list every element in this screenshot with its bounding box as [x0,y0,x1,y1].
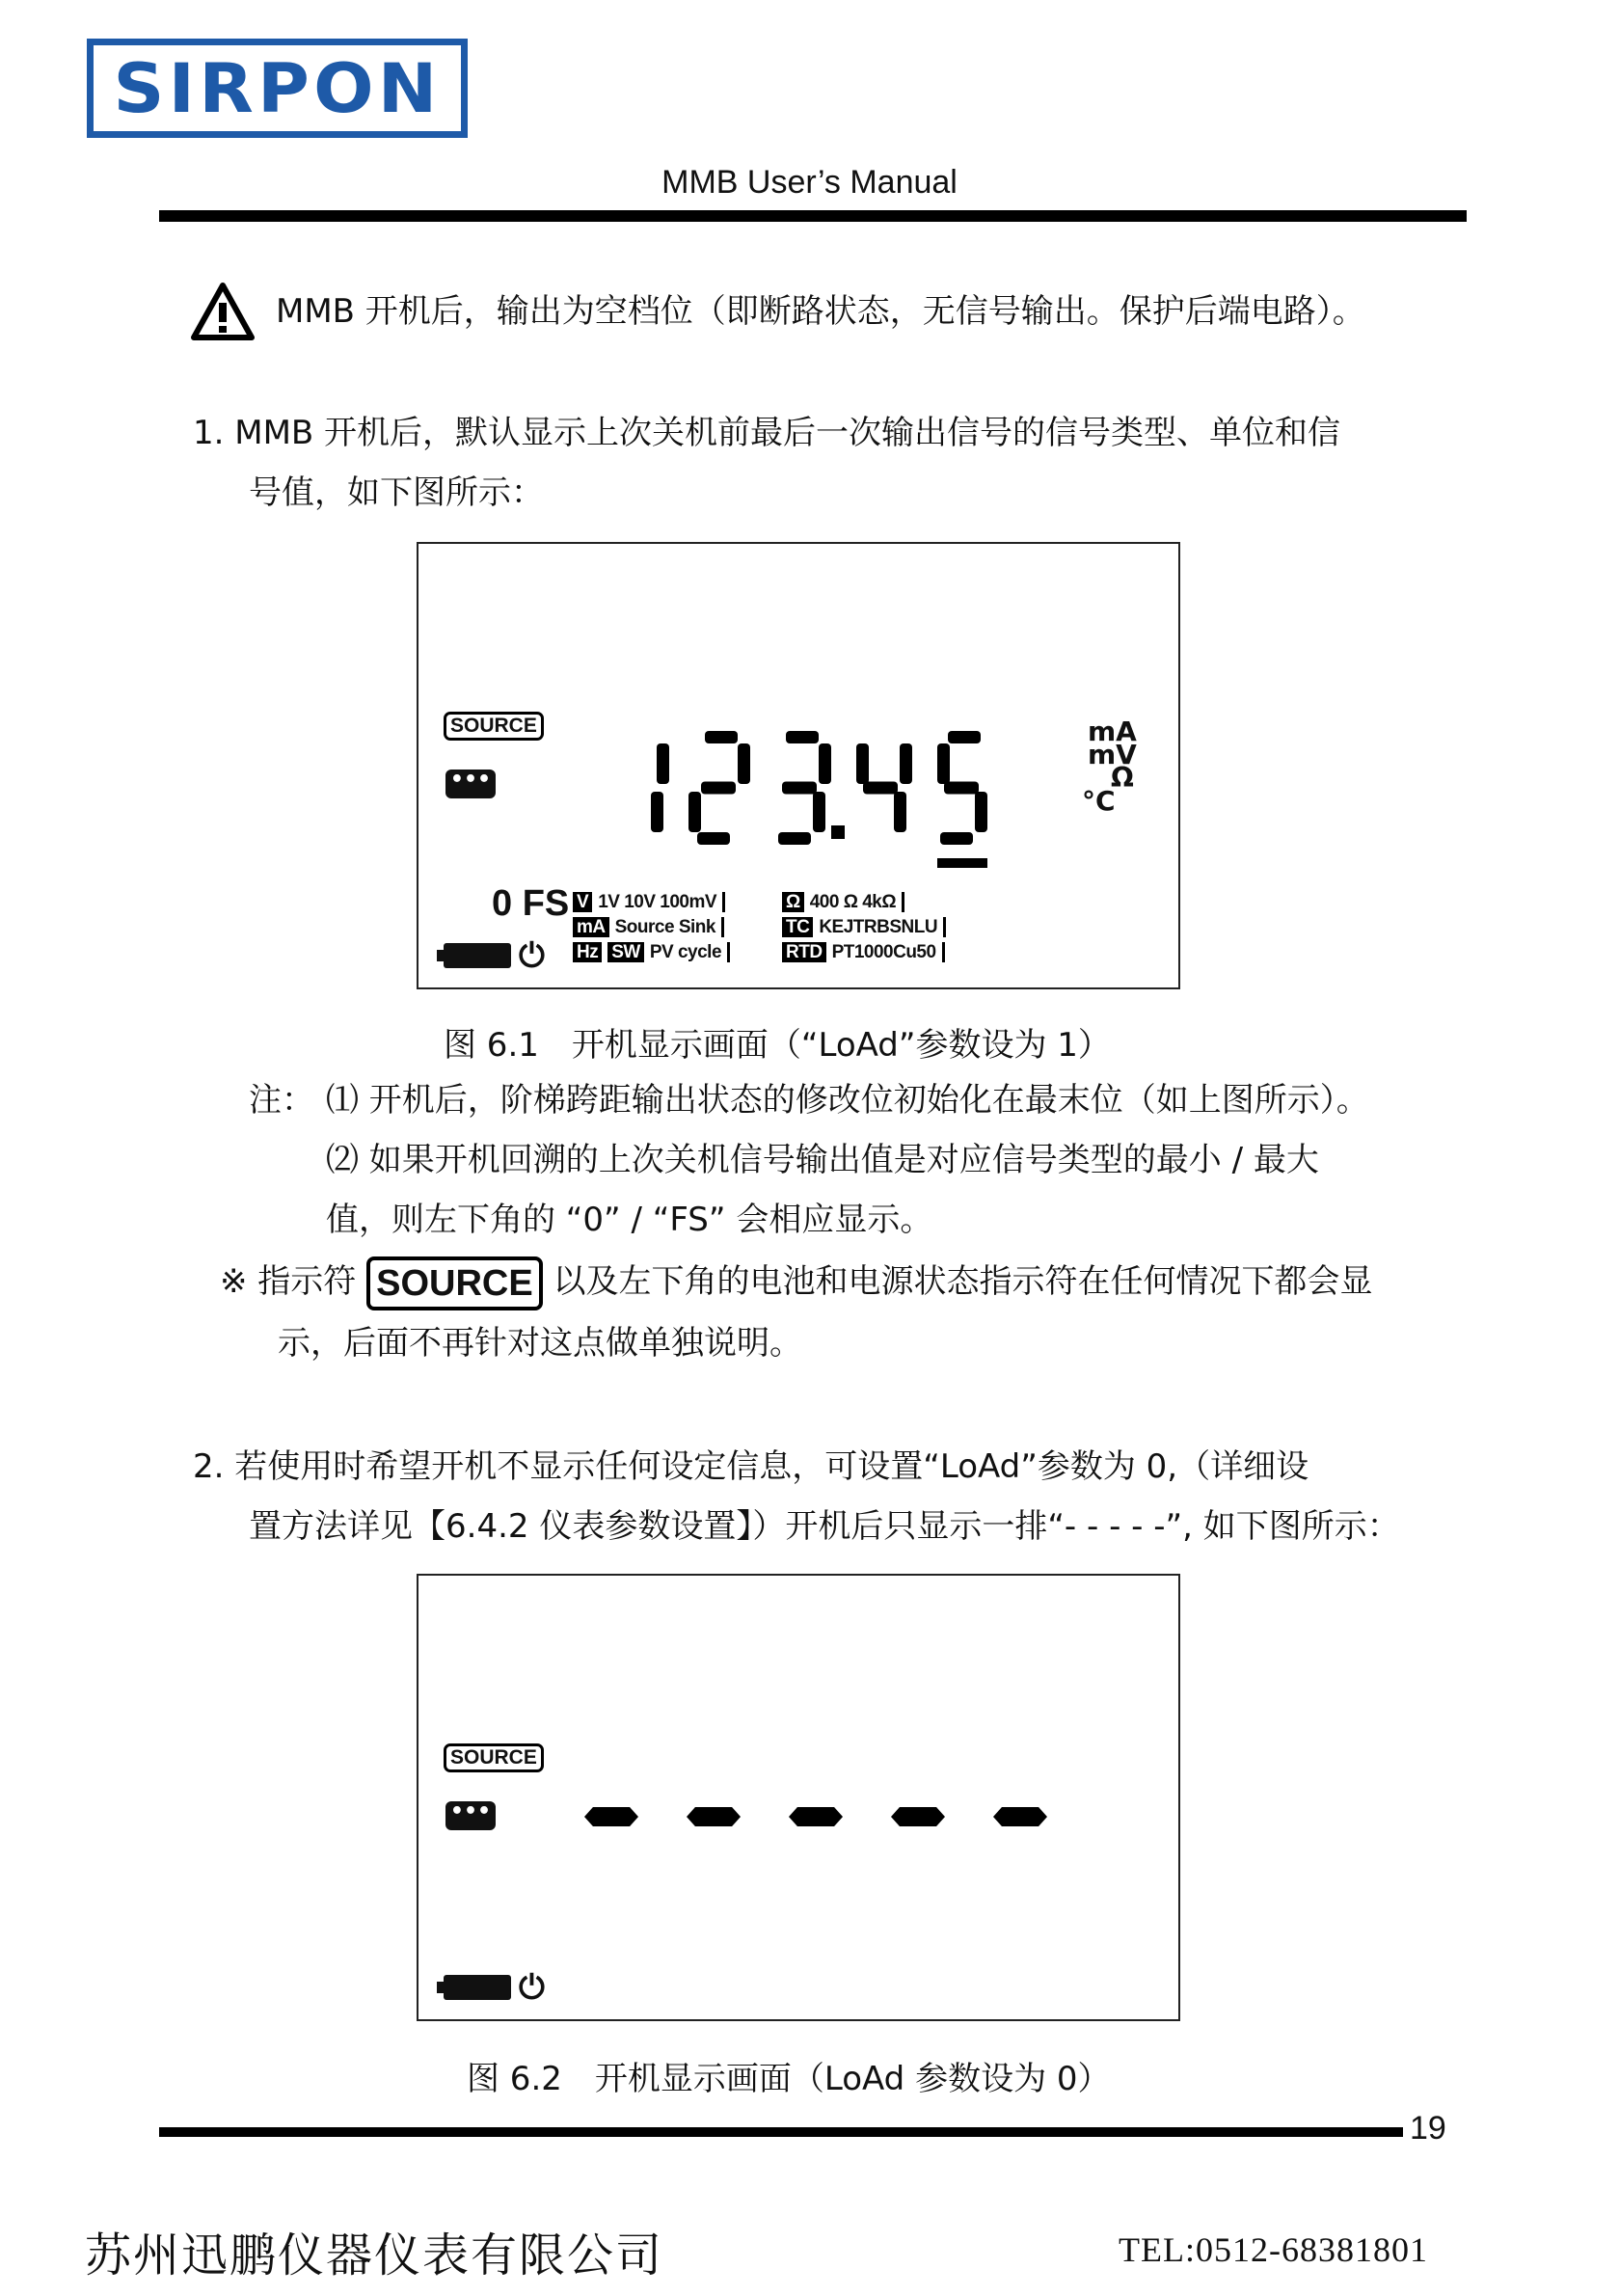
battery-icon [444,1975,511,2000]
tag-sw: SW [607,942,644,962]
header-divider [159,210,1467,222]
segment-f [937,743,950,784]
segment-g [944,782,979,795]
item1-line1: 1. MMB 开机后，默认显示上次关机前最后一次输出信号的信号类型、单位和信 [193,414,1341,452]
battery-icon [444,943,511,968]
segment-b [900,743,912,784]
unit-ma: mA [1088,716,1137,747]
figure-6-1-caption: 图 6.1 开机显示画面（“LoAd”参数设为 1） [444,1026,1111,1065]
segment-a [705,731,738,743]
segment-b [657,743,669,784]
figure-6-2-caption: 图 6.2 开机显示画面（LoAd 参数设为 0） [467,2060,1111,2098]
segment-g [782,782,817,795]
dash-segment [789,1807,843,1826]
segment-d [697,832,730,845]
segment-a [948,731,981,743]
source-indicator: SOURCE [444,1743,544,1772]
lcd-display-2 [417,1574,1180,2021]
unit-ohm: Ω [1111,762,1134,794]
voltage-ranges: 1V 10V 100mV [598,892,725,912]
range-row-2 [573,916,724,939]
note-2-line2: 值，则左下角的 “0” / “FS” 会相应显示。 [326,1201,933,1239]
tag-ohm: Ω [782,892,804,912]
tag-ma: mA [573,917,609,937]
tc-types: KEJTRBSNLU [819,917,946,937]
range-row-1b [782,891,904,914]
warning-icon [190,282,256,341]
dots-indicator: ••• [445,770,496,798]
segment-d [940,832,973,845]
notes-label: 注： [249,1081,314,1120]
segment-b [738,743,750,784]
rtd-types: PT1000Cu50 [832,942,945,962]
logo-text: SIRPON [113,48,442,128]
source-inline-badge: SOURCE [366,1256,543,1310]
item2-line1: 2. 若使用时希望开机不显示任何设定信息，可设置“LoAd”参数为 0,（详细设 [193,1447,1309,1486]
item2-line2: 置方法详见【6.4.2 仪表参数设置】）开机后只显示一排“- - - - -”, 如下图所示： [249,1507,1400,1546]
warning-text: MMB 开机后，输出为空档位（即断路状态，无信号输出。保护后端电路）。 [276,292,1365,331]
segment-g [863,782,898,795]
tag-hz: Hz [573,942,602,962]
manual-title: MMB User’s Manual [661,164,958,201]
page-number: 19 [1410,2110,1446,2147]
segment-c [975,792,987,832]
ohm-ranges: 400 Ω 4kΩ [810,892,904,912]
seven-segment-digits [607,725,1090,870]
unit-celsius: °C [1082,785,1116,817]
note-2-line1: ⑵ 如果开机回溯的上次关机信号输出值是对应信号类型的最小 / 最大 [326,1141,1319,1179]
dots-indicator: ••• [445,1801,496,1830]
company-logo [87,39,468,138]
note-1: ⑴ 开机后，阶梯跨距输出状态的修改位初始化在最末位（如上图所示）。 [326,1081,1369,1120]
indicator-note-suffix: 以及左下角的电池和电源状态指示符在任何情况下都会显 [553,1262,1373,1301]
segment-f [856,743,869,784]
cursor-underline [937,858,987,868]
segment-d [778,832,811,845]
power-plug-icon: ⏻ [519,1968,545,2007]
source-indicator: SOURCE [444,712,544,741]
segment-c [813,792,825,832]
dash-segment [584,1807,638,1826]
indicator-note [220,1252,1373,1311]
tag-rtd: RTD [782,942,826,962]
source-sink: Source Sink [615,917,724,937]
item1-line2: 号值，如下图所示： [249,473,544,512]
unit-mv: mV [1088,739,1137,770]
segment-g [701,782,736,795]
segment-e [688,792,701,832]
tag-v: V [573,892,592,912]
segment-c [894,792,906,832]
segment-b [819,743,831,784]
tag-tc: TC [782,917,813,937]
indicator-note-prefix: ※ 指示符 [220,1262,357,1301]
decimal-point [831,825,845,839]
dash-segment [993,1807,1047,1826]
zero-fs-indicator: 0 FS [492,883,570,924]
indicator-note-line2: 示，后面不再针对这点做单独说明。 [278,1324,802,1363]
dash-segment [891,1807,945,1826]
range-row-3b [782,941,945,964]
telephone: TEL:0512-68381801 [1119,2230,1428,2269]
segment-c [651,792,663,832]
range-row-1 [573,891,725,914]
company-name: 苏州迅鹏仪器仪表有限公司 [85,2228,664,2282]
power-plug-icon: ⏻ [519,936,545,975]
footer-divider [159,2127,1403,2137]
pv-cycle: PV cycle [650,942,730,962]
lcd-display-1 [417,542,1180,989]
range-row-2b [782,916,946,939]
dash-segment [687,1807,741,1826]
segment-a [786,731,819,743]
range-row-3 [573,941,730,964]
